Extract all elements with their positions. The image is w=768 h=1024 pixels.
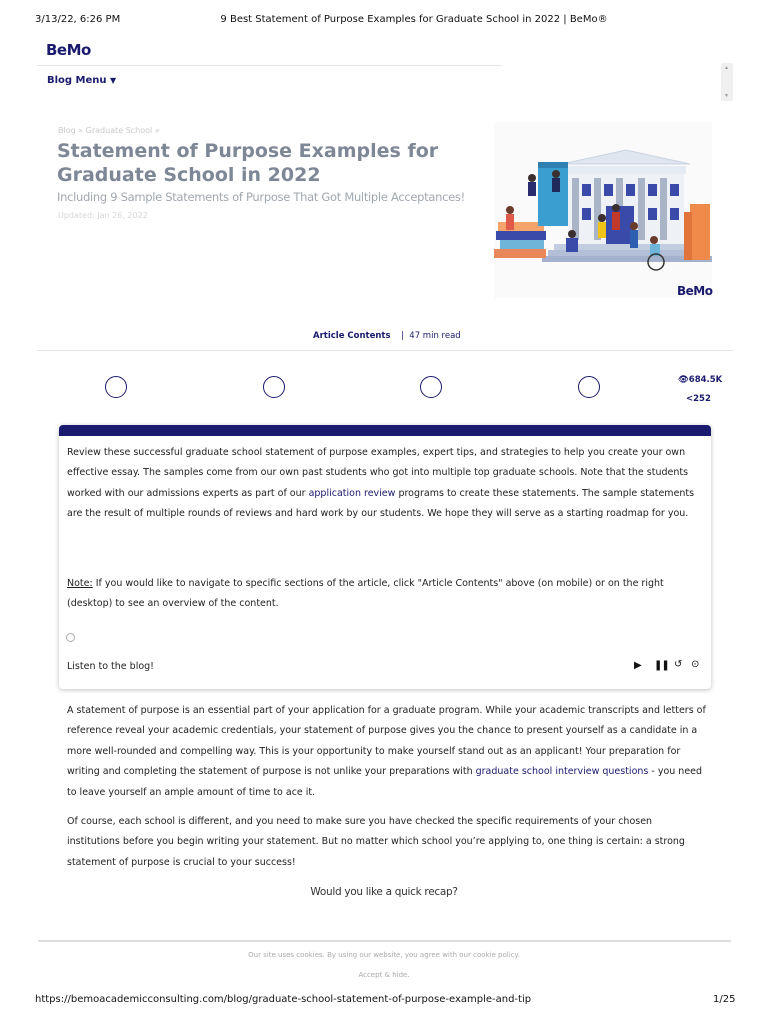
print-doc-title: 9 Best Statement of Purpose Examples for Graduate School in 2022 | BeMo® [220, 14, 608, 25]
cookie-notice: Our site uses cookies. By using our website, you agree with our cookie policy. [248, 951, 520, 959]
blog-menu-label: Blog Menu [47, 75, 107, 86]
shares-value: 252 [693, 394, 711, 404]
body-paragraph-2: Of course, each school is different, and you need to make sure you have checked the specific requirements of your chosen institutions before you begin writing your statement. But no matter which school you’re applying to, one thing is certain: a strong statement of purpose is crucial to your success! [67, 816, 685, 868]
cookie-banner [38, 940, 731, 990]
updated-date: Updated: Jan 26, 2022 [58, 211, 148, 220]
caret-down-icon: ▼ [110, 76, 117, 85]
note-paragraph [67, 574, 707, 615]
scroll-up-icon[interactable]: ▲ [724, 65, 729, 71]
p1-text-end: - you need to leave yourself an ample amount of time to ace it. [67, 766, 703, 798]
share-icon: < [686, 394, 694, 404]
bemo-logo[interactable]: BeMo [46, 41, 91, 59]
intro-text-start: Review these successful graduate school statement of purpose examples, expert tips, and strategies to help you create your own effective essay. The samples come from our own past students who got into multiple top graduate schools. Note that the students worked with our admissions experts as part of our [67, 447, 689, 499]
views-value: 684.5K [688, 375, 723, 385]
share-email-button[interactable] [578, 376, 600, 398]
p1-text-start: A statement of purpose is an essential part of your application for a graduate program. While your academic transcripts and letters of reference reveal your academic credentials, your statement of purpose gives you the chance to present yourself as a candidate in a more well-rounded and compelling way. This is your opportunity to make yourself stand out as an applicant! Your preparation for writing and completing the statement of purpose is not unlike your preparations with [67, 705, 706, 778]
note-label: Note: [67, 578, 93, 589]
hero-illustration [494, 122, 712, 298]
recap-heading: Would you like a quick recap? [310, 886, 458, 898]
intro-paragraph [67, 443, 707, 525]
nav-divider [37, 350, 733, 351]
play-icon[interactable]: ▶ [634, 660, 642, 671]
header-divider [37, 65, 502, 66]
page-subtitle: Including 9 Sample Statements of Purpose That Got Multiple Acceptances! [57, 190, 465, 204]
university-building-illustration [494, 122, 712, 298]
pause-icon[interactable]: ❚❚ [654, 660, 669, 671]
card-top-bar [59, 425, 711, 436]
cookie-accept-button[interactable]: Accept & hide. [358, 971, 410, 979]
body-paragraph-1 [67, 701, 707, 803]
replay-icon[interactable]: ↺ [674, 659, 683, 670]
read-time [401, 331, 461, 341]
note-text: If you would like to navigate to specific sections of the article, click "Article Contents" above (on mobile) or on the right (desktop) to see an overview of the content. [67, 578, 664, 610]
page-title: Statement of Purpose Examples for Graduate School in 2022 [57, 140, 439, 186]
listen-label: Listen to the blog! [67, 661, 154, 672]
share-linkedin-button[interactable] [420, 376, 442, 398]
page-scrollbar[interactable] [721, 63, 733, 101]
shares-count[interactable] [686, 394, 711, 404]
audio-progress-indicator[interactable] [66, 633, 75, 642]
views-count [678, 375, 722, 385]
eye-icon: 👁 [678, 375, 689, 385]
interview-questions-link[interactable]: graduate school interview questions [475, 766, 649, 778]
blog-menu-button[interactable] [47, 75, 116, 86]
share-facebook-button[interactable] [105, 376, 127, 398]
article-contents-link[interactable]: Article Contents [313, 331, 391, 341]
hero-bemo-logo: BeMo [677, 284, 713, 298]
read-time-separator: | [401, 331, 404, 341]
breadcrumb[interactable]: Blog » Graduate School » [58, 126, 160, 135]
share-twitter-button[interactable] [263, 376, 285, 398]
scroll-down-icon[interactable]: ▼ [724, 93, 729, 99]
application-review-link[interactable]: application review [308, 487, 396, 499]
read-time-value: 47 min read [409, 331, 461, 341]
settings-icon[interactable]: ⊙ [691, 659, 700, 670]
intro-card [59, 425, 711, 689]
intro-text-end: programs to create these statements. The sample statements are the result of multiple rounds of reviews and hard work by our students. We hope they will serve as a starting roadmap for you. [67, 487, 695, 520]
print-url: https://bemoacademicconsulting.com/blog/graduate-school-statement-of-purpose-example-and-tip [35, 994, 532, 1005]
print-page-number: 1/25 [713, 994, 736, 1005]
print-datetime: 3/13/22, 6:26 PM [35, 14, 121, 25]
